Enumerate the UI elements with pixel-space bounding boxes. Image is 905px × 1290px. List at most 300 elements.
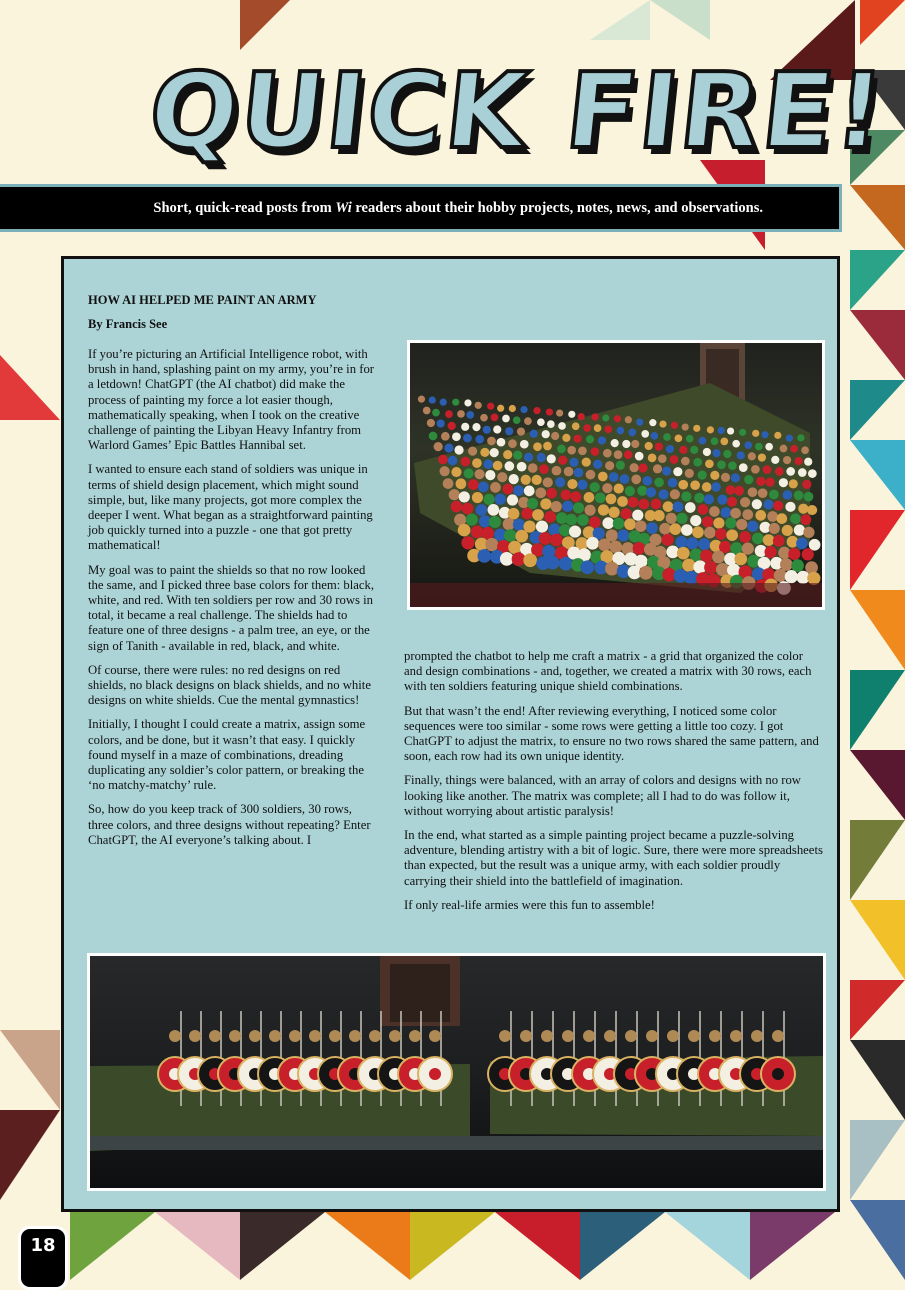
miniature-figure	[721, 507, 732, 518]
article-paragraph: prompted the chatbot to help me craft a matrix - a grid that organized the color and design combinations - and, together, we created a matrix with 30 rows, each with ten soldiers featuring unique shield combinations.	[404, 649, 812, 694]
miniature-figure	[621, 508, 632, 519]
miniature-figure	[752, 499, 762, 509]
miniature-figure	[533, 442, 542, 451]
miniature-figure	[503, 450, 512, 459]
miniature-figure	[712, 449, 720, 457]
miniature-figure	[699, 437, 707, 445]
miniature-figure	[487, 437, 496, 446]
miniature-figure	[653, 510, 664, 521]
miniature-figure	[771, 456, 779, 464]
miniature-figure	[535, 487, 546, 498]
miniature-figure	[483, 459, 493, 469]
miniature-figure	[625, 416, 632, 423]
miniature-figure	[739, 463, 748, 472]
miniature-figure	[550, 534, 563, 547]
miniature-figure	[767, 511, 778, 522]
miniature-figure	[586, 470, 596, 480]
miniature-figure	[542, 430, 550, 438]
miniature-figure	[704, 494, 714, 504]
miniature-figure	[497, 472, 507, 482]
miniature-figure	[804, 492, 814, 502]
miniature-figure	[513, 451, 522, 460]
article-paragraph: If you’re picturing an Artificial Intelligence robot, with brush in hand, splashing paint on my army, you’re in for a letdown! ChatGPT (the AI chatbot) did make the process of painting my force a lot easier though, mathematically speaking, when I took on the creative challenge of painting the Libyan Heavy Infantry from Warlord Games’ Epic Battles Hannibal set.	[88, 347, 375, 453]
miniature-figure	[611, 439, 619, 447]
miniature-figure	[748, 487, 758, 497]
miniature-figure	[789, 479, 798, 488]
article-paragraph: Of course, there were rules: no red designs on red shields, no black designs on black shields, and no white designs on white shields. Cue the mental gymnastics!	[88, 662, 371, 708]
miniature-figure	[592, 413, 599, 420]
miniature-figure	[675, 434, 683, 442]
miniature-figure	[578, 446, 587, 455]
miniature-figure	[702, 482, 712, 492]
miniature-figure	[456, 478, 467, 489]
miniature-figure	[527, 498, 538, 509]
miniature-figure	[537, 418, 545, 426]
miniature-figure	[728, 461, 737, 470]
miniature-figure	[461, 457, 471, 467]
miniature-figure	[605, 461, 614, 470]
miniature-figure	[752, 430, 759, 437]
miniature-figure	[497, 405, 504, 412]
helmet	[369, 1030, 381, 1042]
miniature-figure	[780, 445, 788, 453]
article-panel	[61, 256, 840, 1212]
miniature-figure	[693, 458, 702, 467]
miniature-figure	[790, 445, 798, 453]
miniature-figure	[502, 484, 513, 495]
miniature-figure	[711, 482, 721, 492]
miniature-figure	[568, 411, 575, 418]
miniature-figure	[504, 461, 514, 471]
miniature-figure	[698, 504, 709, 515]
helmet	[349, 1030, 361, 1042]
miniature-figure	[602, 414, 609, 421]
miniature-figure	[791, 559, 804, 572]
article-paragraph: But that wasn’t the end! After reviewing everything, I noticed some color sequences were too similar - some rows were getting a little too cozy. I got ChatGPT to adjust the matrix, to ensure no two rows shared the same pattern, and soon, each row had its own unique identity.	[404, 703, 819, 764]
miniature-figure	[539, 464, 549, 474]
miniature-figure	[493, 425, 501, 433]
miniature-figure	[685, 469, 694, 478]
miniature-figure	[569, 458, 578, 467]
miniature-figure	[507, 494, 518, 505]
miniature-figure	[686, 537, 698, 549]
miniature-figure	[584, 492, 595, 503]
miniature-figure	[670, 489, 680, 499]
miniature-figure	[620, 474, 630, 484]
miniature-figure	[504, 529, 517, 542]
miniature-figure	[574, 468, 584, 478]
miniature-figure	[698, 470, 707, 479]
miniature-figure	[775, 467, 784, 476]
miniature-figure	[763, 499, 773, 509]
miniature-figure	[704, 561, 717, 574]
miniature-figure	[732, 440, 740, 448]
miniature-figure	[476, 504, 488, 516]
miniature-figure	[543, 477, 553, 487]
subtitle-suffix: readers about their hobby projects, notes, news, and observations.	[351, 200, 763, 216]
miniature-figure	[497, 438, 506, 447]
miniature-figure	[677, 547, 690, 560]
miniature-figure	[598, 472, 608, 482]
helmet	[730, 1030, 742, 1042]
miniature-figure	[807, 505, 817, 515]
miniature-figure	[513, 519, 525, 531]
miniature-figure	[546, 408, 553, 415]
miniature-figure	[739, 531, 751, 543]
miniature-figure	[466, 514, 478, 526]
miniature-figure	[464, 399, 471, 406]
section-subtitle	[0, 184, 842, 232]
miniature-figure	[595, 492, 606, 503]
helmet	[429, 1030, 441, 1042]
helmet	[189, 1030, 201, 1042]
miniature-figure	[617, 427, 625, 435]
miniature-figure	[654, 478, 664, 488]
miniature-figure	[583, 424, 591, 432]
miniature-figure	[765, 443, 773, 451]
helmet	[667, 1030, 679, 1042]
miniature-figure	[508, 439, 517, 448]
miniature-figure	[751, 465, 760, 474]
miniature-figure	[572, 422, 580, 430]
miniature-figure	[682, 423, 689, 430]
miniature-figure	[488, 504, 500, 516]
miniature-figure	[705, 459, 714, 468]
miniature-figure	[546, 556, 560, 570]
article-column-left	[88, 347, 378, 857]
miniature-figure	[631, 440, 639, 448]
miniature-figure	[586, 537, 599, 550]
helmet	[709, 1030, 721, 1042]
magazine-brand: Wi	[335, 200, 352, 216]
miniature-figure	[721, 473, 730, 482]
miniature-figure	[685, 502, 696, 513]
miniature-figure	[646, 487, 656, 497]
miniature-figure	[681, 457, 690, 466]
miniature-figure	[624, 518, 636, 530]
miniature-figure	[797, 434, 804, 441]
miniature-figure	[520, 440, 529, 449]
miniature-figure	[635, 520, 647, 532]
article-column-right	[404, 649, 824, 922]
miniature-figure	[485, 538, 498, 551]
miniature-figure	[659, 523, 671, 535]
miniature-figure	[717, 495, 727, 505]
miniature-figure	[678, 480, 688, 490]
miniature-figure	[663, 433, 671, 441]
miniature-figure	[552, 466, 562, 476]
miniature-figure	[690, 515, 701, 526]
miniature-figure	[641, 430, 649, 438]
army-photo-closeup-image	[90, 956, 823, 1188]
miniature-figure	[752, 533, 764, 545]
miniature-figure	[632, 510, 643, 521]
miniature-figure	[758, 488, 768, 498]
miniature-figure	[662, 467, 671, 476]
miniature-figure	[524, 453, 533, 462]
miniature-figure	[773, 501, 783, 511]
miniature-figure	[631, 475, 641, 485]
miniature-figure	[536, 521, 548, 533]
miniature-figure	[663, 501, 674, 512]
miniature-figure	[594, 424, 602, 432]
miniature-figure	[802, 548, 814, 560]
miniature-figure	[472, 458, 482, 468]
miniature-figure	[523, 553, 537, 567]
miniature-figure	[658, 454, 667, 463]
miniature-figure	[512, 552, 526, 566]
miniature-figure	[662, 534, 674, 546]
miniature-figure	[783, 456, 791, 464]
miniature-figure	[809, 539, 821, 551]
miniature-figure	[533, 407, 540, 414]
miniature-figure	[764, 546, 776, 558]
article-paragraph: I wanted to ensure each stand of soldiers was unique in terms of shield design placement, which might sound simple, but, like many projects, got more complex the deeper I went. What began as a straightforward painting job quickly turned into a puzzle - one that got pretty mathematical!	[88, 462, 373, 553]
miniature-figure	[807, 572, 820, 585]
miniature-figure	[509, 405, 516, 412]
miniature-figure	[609, 472, 619, 482]
helmet	[625, 1030, 637, 1042]
miniature-figure	[451, 501, 463, 513]
miniature-figure	[462, 503, 474, 515]
miniature-figure	[692, 526, 704, 538]
helmet	[169, 1030, 181, 1042]
miniature-figure	[633, 542, 646, 555]
miniature-figure	[437, 419, 445, 427]
miniature-figure	[457, 410, 465, 418]
miniature-figure	[513, 485, 524, 496]
helmet	[409, 1030, 421, 1042]
miniature-figure	[551, 432, 559, 440]
miniature-figure	[682, 559, 695, 572]
miniature-figure	[636, 419, 643, 426]
miniature-figure	[567, 479, 577, 489]
miniature-figure	[495, 494, 506, 505]
miniature-figure	[779, 478, 788, 487]
miniature-figure	[773, 535, 785, 547]
miniature-figure	[493, 461, 503, 471]
miniature-figure	[603, 449, 612, 458]
miniature-figure	[645, 442, 653, 450]
miniature-figure	[557, 445, 566, 454]
miniature-figure	[517, 462, 527, 472]
miniature-figure	[617, 529, 629, 541]
miniature-figure	[794, 525, 805, 536]
miniature-figure	[755, 510, 766, 521]
miniature-figure	[639, 566, 653, 580]
miniature-figure	[783, 490, 793, 500]
helmet	[541, 1030, 553, 1042]
miniature-figure	[475, 402, 482, 409]
article-title: HOW AI HELPED ME PAINT AN ARMY	[88, 293, 317, 307]
miniature-figure	[454, 445, 463, 454]
miniature-figure	[713, 517, 724, 528]
miniature-figure	[485, 470, 495, 480]
miniature-figure	[490, 448, 499, 457]
miniature-figure	[489, 516, 501, 528]
miniature-figure	[798, 468, 807, 477]
helmet	[772, 1030, 784, 1042]
miniature-figure	[637, 486, 647, 496]
helmet	[751, 1030, 763, 1042]
helmet	[309, 1030, 321, 1042]
miniature-figure	[586, 435, 594, 443]
miniature-figure	[638, 499, 649, 510]
miniature-figure	[451, 467, 461, 477]
miniature-figure	[468, 479, 479, 490]
miniature-figure	[423, 407, 431, 415]
miniature-figure	[788, 548, 800, 560]
miniature-figure	[785, 570, 798, 583]
army-photo-overview	[407, 340, 825, 610]
miniature-figure	[448, 422, 456, 430]
miniature-figure	[742, 543, 754, 555]
miniature-figure	[794, 491, 804, 501]
miniature-figure	[785, 502, 795, 512]
miniature-figure	[786, 467, 795, 476]
miniature-figure	[573, 502, 584, 513]
miniature-figure	[730, 542, 742, 554]
miniature-figure	[584, 505, 595, 516]
miniature-figure	[690, 446, 698, 454]
miniature-figure	[444, 443, 453, 452]
miniature-figure	[727, 427, 734, 434]
miniature-figure	[443, 478, 454, 489]
miniature-figure	[737, 451, 745, 459]
miniature-figure	[761, 431, 768, 438]
miniature-figure	[598, 436, 606, 444]
miniature-figure	[666, 445, 674, 453]
miniature-figure	[459, 491, 470, 502]
miniature-figure	[747, 521, 758, 532]
miniature-figure	[614, 450, 623, 459]
miniature-figure	[562, 434, 570, 442]
miniature-figure	[477, 549, 491, 563]
miniature-figure	[681, 524, 693, 536]
miniature-figure	[669, 523, 681, 535]
miniature-figure	[739, 429, 746, 436]
miniature-figure	[463, 434, 472, 443]
miniature-figure	[434, 442, 443, 451]
miniature-figure	[769, 490, 779, 500]
miniature-figure	[613, 518, 625, 530]
miniature-figure	[658, 489, 668, 499]
miniature-figure	[609, 541, 622, 554]
miniature-figure	[651, 499, 662, 510]
helmet	[520, 1030, 532, 1042]
miniature-figure	[537, 453, 546, 462]
miniature-figure	[725, 517, 736, 528]
miniature-figure	[726, 529, 738, 541]
miniature-figure	[804, 458, 812, 466]
miniature-figure	[736, 519, 747, 530]
miniature-figure	[427, 419, 435, 427]
helmet	[688, 1030, 700, 1042]
miniature-figure	[734, 486, 744, 496]
miniature-figure	[643, 476, 653, 486]
miniature-figure	[702, 516, 713, 527]
miniature-figure	[628, 429, 636, 437]
miniature-figure	[614, 483, 624, 493]
miniature-figure	[602, 517, 614, 529]
miniature-figure	[532, 475, 542, 485]
miniature-figure	[635, 452, 644, 461]
article-paragraph: In the end, what started as a simple painting project became a puzzle-solving adventure, blending artistry with a bit of logic. Sure, there were more spreadsheets than expected, but the result was a unique army, with each soldier proudly carrying their shield into the battlefield of imagination.	[404, 828, 823, 888]
miniature-figure	[581, 560, 595, 574]
miniature-figure	[605, 562, 619, 576]
miniature-figure	[471, 526, 484, 539]
miniature-figure	[694, 493, 704, 503]
miniature-figure	[480, 448, 489, 457]
miniature-figure	[466, 411, 474, 419]
miniature-figure	[684, 571, 698, 585]
miniature-figure	[556, 409, 563, 416]
miniature-figure	[452, 432, 461, 441]
miniature-figure	[703, 448, 711, 456]
miniature-figure	[513, 416, 521, 424]
miniature-figure	[565, 514, 577, 526]
miniature-figure	[698, 538, 710, 550]
helmet	[329, 1030, 341, 1042]
miniature-figure	[614, 415, 621, 422]
miniature-figure	[666, 513, 677, 524]
miniature-figure	[795, 457, 803, 465]
miniature-figure	[681, 491, 691, 501]
miniature-figure	[655, 443, 663, 451]
miniature-figure	[790, 513, 801, 524]
miniature-figure	[670, 455, 679, 464]
miniature-figure	[472, 492, 483, 503]
miniature-figure	[561, 490, 572, 501]
miniature-figure	[432, 409, 440, 417]
miniature-figure	[707, 426, 714, 433]
miniature-figure	[562, 501, 573, 512]
miniature-figure	[508, 508, 520, 520]
miniature-figure	[808, 469, 817, 478]
miniature-figure	[776, 513, 787, 524]
miniature-figure	[622, 440, 630, 448]
miniature-figure	[445, 410, 453, 418]
helmet	[249, 1030, 261, 1042]
miniature-figure	[449, 489, 460, 500]
miniature-figure	[551, 501, 562, 512]
miniature-figure	[517, 428, 525, 436]
miniature-figure	[700, 550, 713, 563]
miniature-figure	[717, 460, 726, 469]
helmet	[289, 1030, 301, 1042]
miniature-figure	[659, 420, 666, 427]
miniature-figure	[805, 561, 818, 574]
miniature-figure	[573, 435, 581, 443]
miniature-figure	[548, 523, 560, 535]
miniature-figure	[782, 525, 793, 536]
army-photo-closeup	[87, 953, 826, 1191]
miniature-figure	[577, 514, 589, 526]
miniature-figure	[590, 482, 600, 492]
miniature-figure	[649, 419, 656, 426]
miniature-figure	[530, 430, 538, 438]
miniature-figure	[544, 511, 556, 523]
section-title: QUICK FIRE!	[143, 50, 892, 172]
miniature-figure	[555, 477, 565, 487]
miniature-figure	[763, 534, 775, 546]
miniature-figure	[606, 494, 617, 505]
miniature-figure	[440, 399, 447, 406]
miniature-figure	[418, 396, 425, 403]
miniature-figure	[676, 513, 687, 524]
miniature-figure	[758, 453, 766, 461]
miniature-figure	[528, 463, 538, 473]
